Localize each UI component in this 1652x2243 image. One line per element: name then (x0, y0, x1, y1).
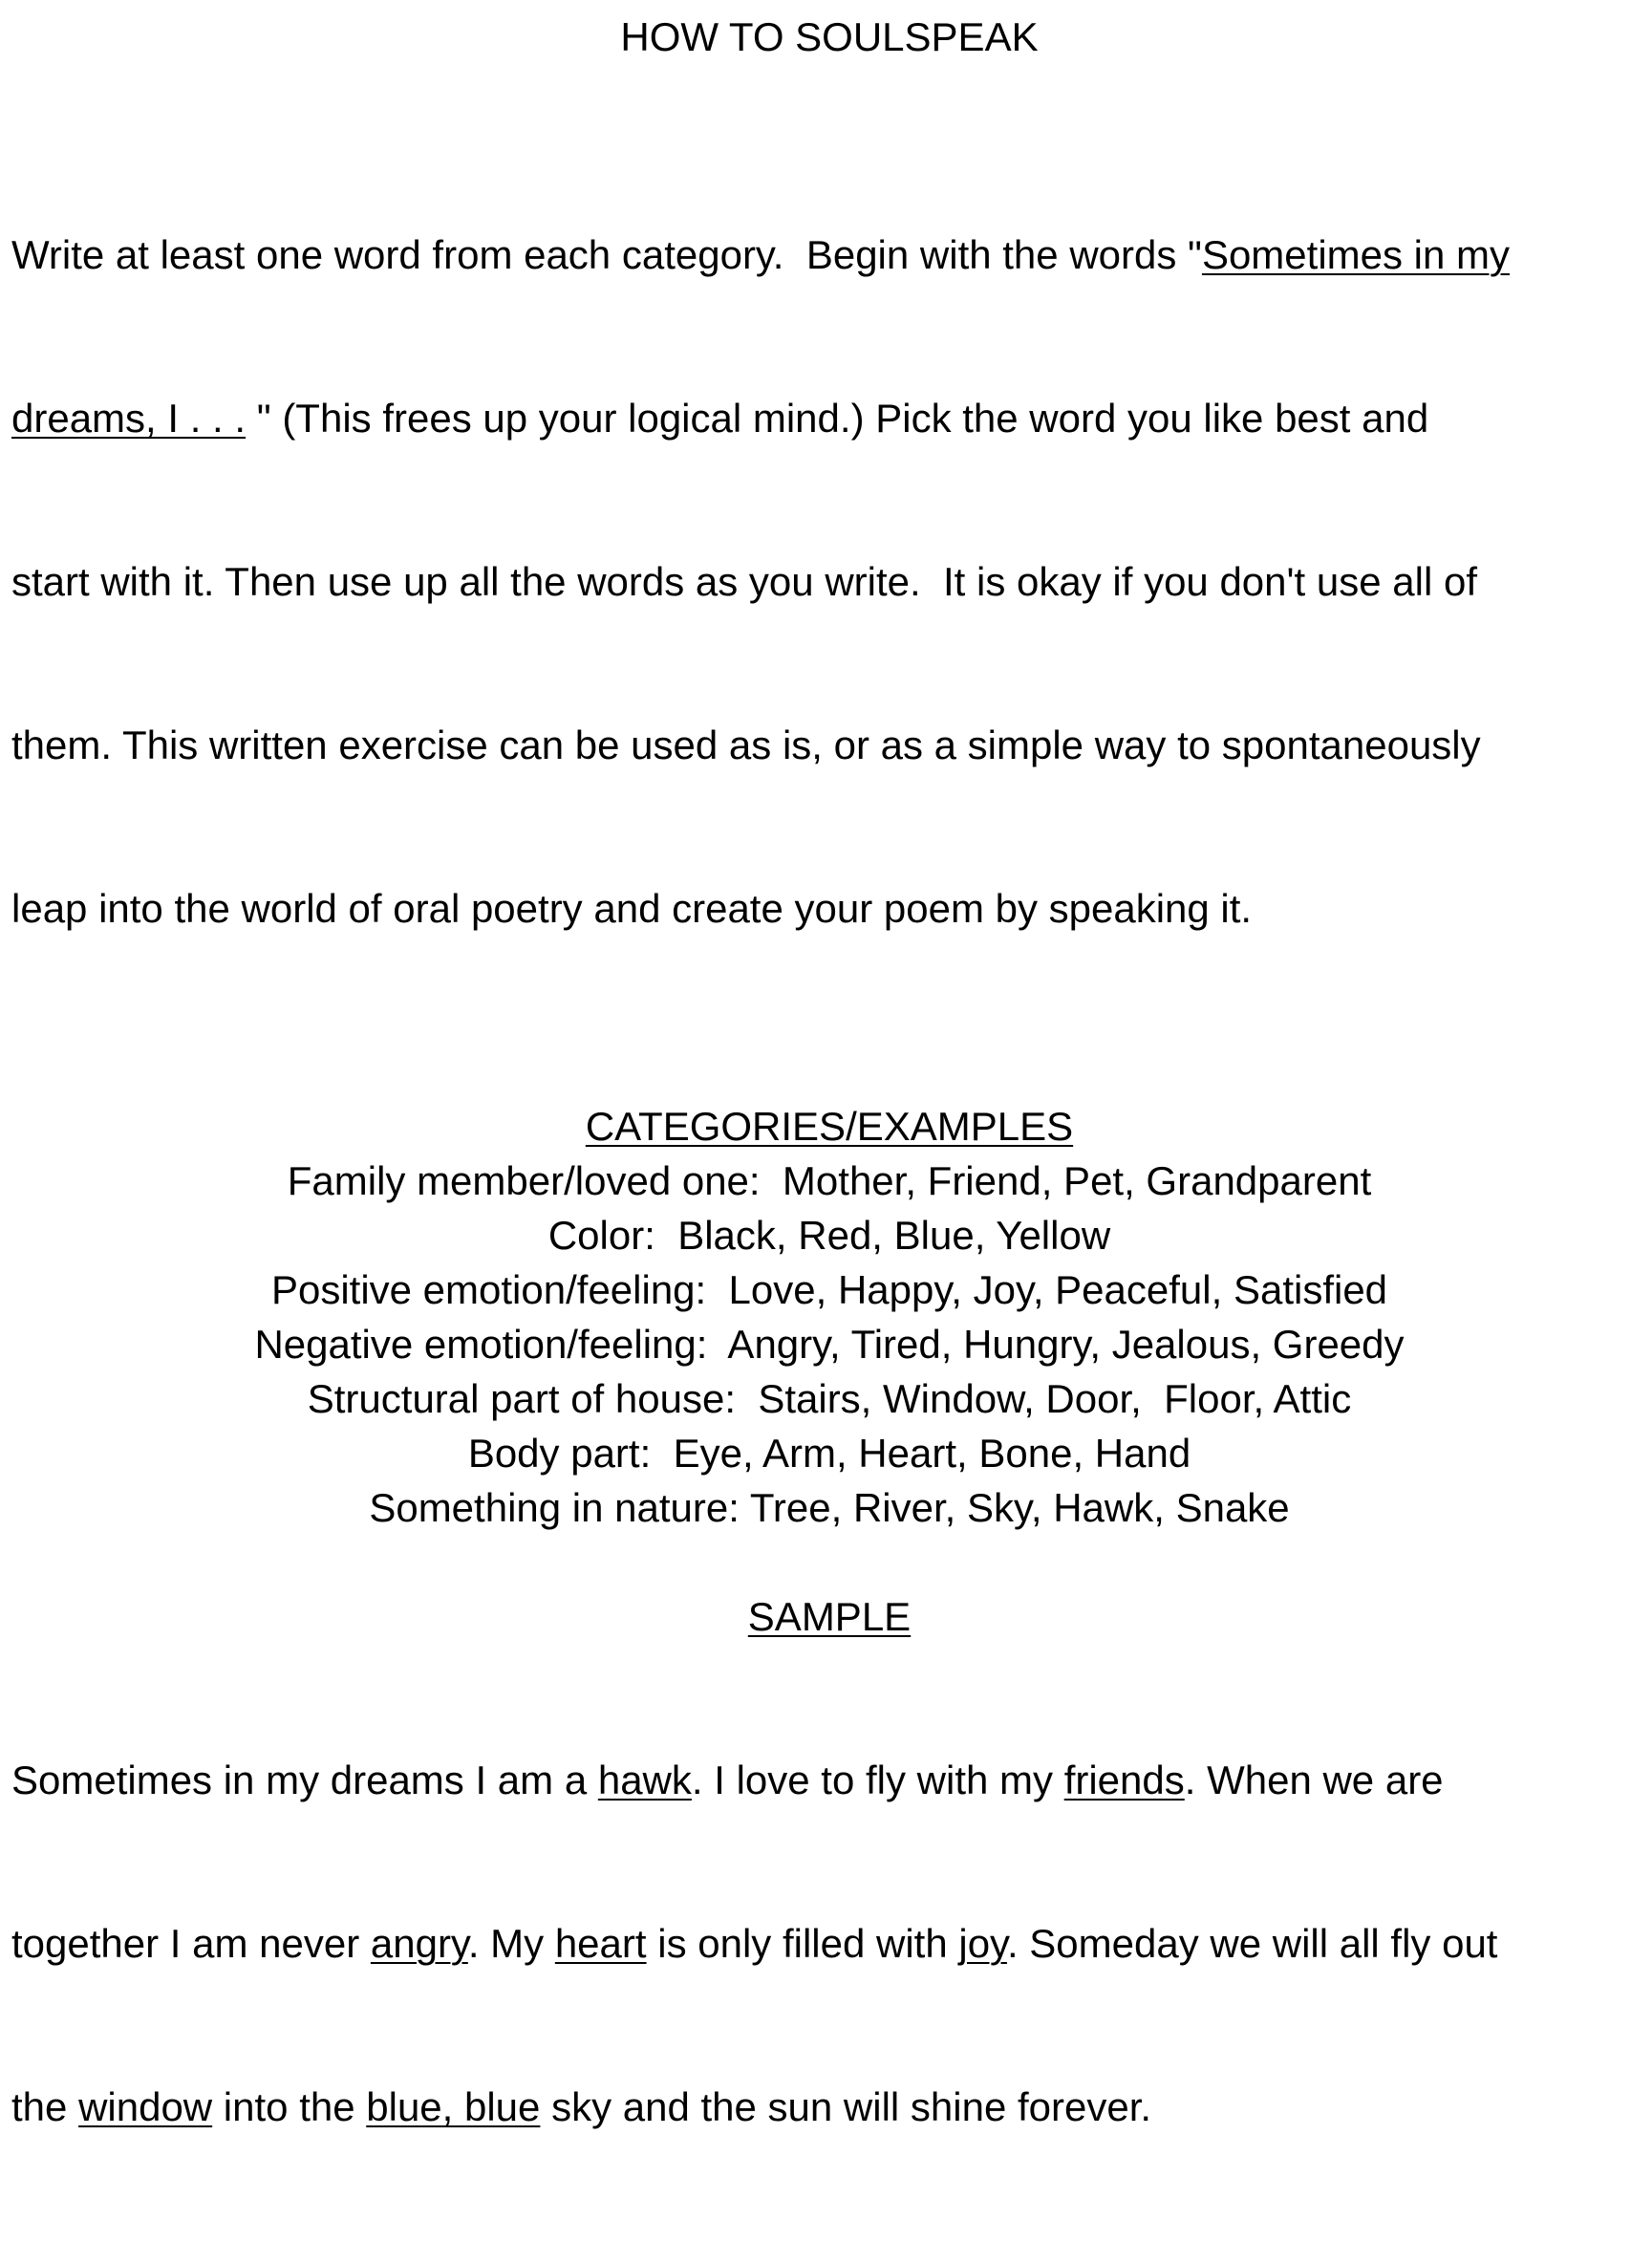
sample-word-friends: friends (1063, 1758, 1185, 1802)
document-page (11, 10, 1647, 2243)
sample-text: into the (212, 2084, 367, 2129)
sample-word-blue: blue, blue (366, 2084, 541, 2129)
sample-text: the (11, 2084, 79, 2129)
sample-text: . Someday we will all fly out (1006, 1921, 1498, 1966)
instructions-text: " (This frees up your logical mind.) Pick the word you like best and (246, 396, 1429, 441)
document-title: HOW TO SOULSPEAK (620, 14, 1039, 59)
category-nature: Something in nature: Tree, River, Sky, Hawk, Snake (369, 1485, 1290, 1530)
category-color: Color: Black, Red, Blue, Yellow (547, 1213, 1111, 1258)
categories-section (11, 1099, 1647, 1535)
sample-text: is only filled with (646, 1921, 959, 1966)
sample-word-window: window (78, 2084, 213, 2129)
category-positive-emotion: Positive emotion/feeling: Love, Happy, Joy, Peaceful, Satisfied (270, 1267, 1388, 1312)
instructions-line-2 (11, 391, 1647, 445)
instructions-line-4: them. This written exercise can be used as is, or as a simple way to spontaneously (11, 723, 1481, 767)
sample-text: . I love to fly with my (691, 1758, 1064, 1802)
sample-section (11, 1589, 1647, 2243)
sample-text: sky and the sun will shine forever. (540, 2084, 1152, 2129)
instructions-line-3: start with it. Then use up all the words as you write. It is okay if you don't use all of (11, 559, 1477, 604)
category-house-part: Structural part of house: Stairs, Window, Door, Floor, Attic (307, 1376, 1352, 1421)
sample-word-hawk: hawk (597, 1758, 692, 1802)
category-family: Family member/loved one: Mother, Friend, Pet, Grandparent (287, 1158, 1372, 1203)
sample-line-1 (11, 1753, 1647, 1807)
sample-word-joy: joy (958, 1921, 1007, 1966)
categories-heading: CATEGORIES/EXAMPLES (585, 1104, 1074, 1149)
instructions-line-5: leap into the world of oral poetry and create your poem by speaking it. (11, 886, 1253, 931)
sample-word-heart: heart (554, 1921, 647, 1966)
category-body-part: Body part: Eye, Arm, Heart, Bone, Hand (467, 1431, 1191, 1476)
prompt-phrase-part-2: dreams, I . . . (11, 396, 247, 441)
sample-text: together I am never (11, 1921, 371, 1966)
sample-text: . When we are (1184, 1758, 1444, 1802)
prompt-phrase-part-1: Sometimes in my (1201, 232, 1511, 277)
instructions-paragraph (11, 119, 1647, 1045)
sample-line-2 (11, 1916, 1647, 1971)
instructions-text: Write at least one word from each category. Begin with the words " (11, 232, 1202, 277)
instructions-line-1 (11, 227, 1647, 282)
sample-heading-row (11, 1589, 1647, 1644)
sample-word-angry: angry (370, 1921, 468, 1966)
sample-text: . My (467, 1921, 555, 1966)
category-negative-emotion: Negative emotion/feeling: Angry, Tired, Hungry, Jealous, Greedy (254, 1322, 1405, 1367)
sample-line-3 (11, 2080, 1647, 2134)
sample-heading: SAMPLE (747, 1594, 912, 1639)
sample-poem (11, 1644, 1647, 2243)
sample-text: Sometimes in my dreams I am a (11, 1758, 598, 1802)
